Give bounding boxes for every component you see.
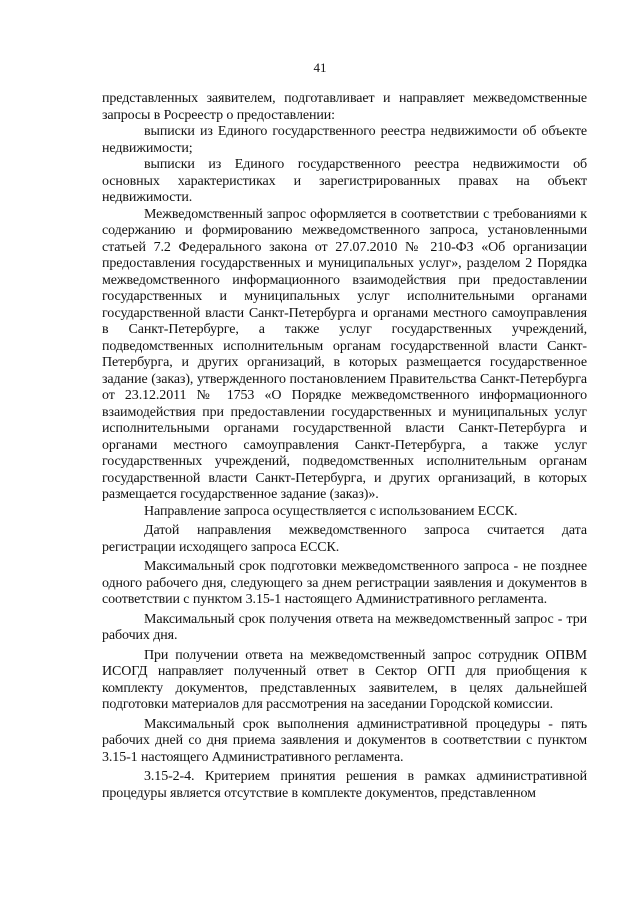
page-number: 41 (313, 60, 327, 75)
paragraph-4: Межведомственный запрос оформляется в соответствии с требованиями к содержанию и формированию межведомственного запроса, установленными статьей 7.2 Федерального закона от 27.07.2010 № 210-ФЗ «Об организации предоставления государственных и муниципальных услуг», разделом 2 Порядка межведомственного информационного взаимодействия при предоставлении государственных и муниципальных услуг исполнительными органами государственной власти Санкт-Петербурга и органами местного самоуправления в Санкт-Петербурге, а также услуг государственных учреждений, подведомственных исполнительным органам государственной власти Санкт-Петербурга, и других организаций, в которых размещается государственное задание (заказ), утвержденного постановлением Правительства Санкт-Петербурга от 23.12.2011 № 1753 «О Порядке межведомственного информационного взаимодействия при предоставлении государственных и муниципальных услуг исполнительными органами государственной власти Санкт-Петербурга и органами местного самоуправления Санкт-Петербурга, а также услуг государственных учреждений, подведомственных исполнительным органам государственной власти Санкт-Петербурга, и других организаций, в которых размещается государственное задание (заказ)». (102, 206, 587, 502)
paragraph-3: выписки из Единого государственного реестра недвижимости об основных характеристиках и зарегистрированных правах на объект недвижимости. (102, 157, 587, 205)
paragraph-6: Датой направления межведомственного запроса считается дата регистрации исходящего запроса ЕССК. (102, 523, 587, 555)
paragraph-8: Максимальный срок получения ответа на межведомственный запрос - три рабочих дня. (102, 611, 587, 643)
paragraph-9: При получении ответа на межведомственный запрос сотрудник ОПВМ ИСОГД направляет полученный ответ в Сектор ОГП для приобщения к комплекту документов, представленных заявителем, в целях дальнейшей подготовки материалов для рассмотрения на заседании Городской комиссии. (102, 647, 587, 712)
paragraph-11: 3.15-2-4. Критерием принятия решения в рамках административной процедуры является отсутствие в комплекте документов, представленном (102, 769, 587, 801)
paragraph-2: выписки из Единого государственного реестра недвижимости об объекте недвижимости; (102, 124, 587, 156)
paragraph-10: Максимальный срок выполнения административной процедуры - пять рабочих дней со дня приема заявления и документов в соответствии с пунктом 3.15-1 настоящего Административного регламента. (102, 716, 587, 765)
page-body (102, 91, 587, 802)
paragraph-1: представленных заявителем, подготавливает и направляет межведомственные запросы в Росреестр о предоставлении: (102, 91, 587, 123)
paragraph-7: Максимальный срок подготовки межведомственного запроса - не позднее одного рабочего дня, следующего за днем регистрации заявления и документов в соответствии с пунктом 3.15-1 настоящего Административного регламента. (102, 559, 587, 607)
paragraph-5: Направление запроса осуществляется с использованием ЕССК. (144, 503, 518, 519)
